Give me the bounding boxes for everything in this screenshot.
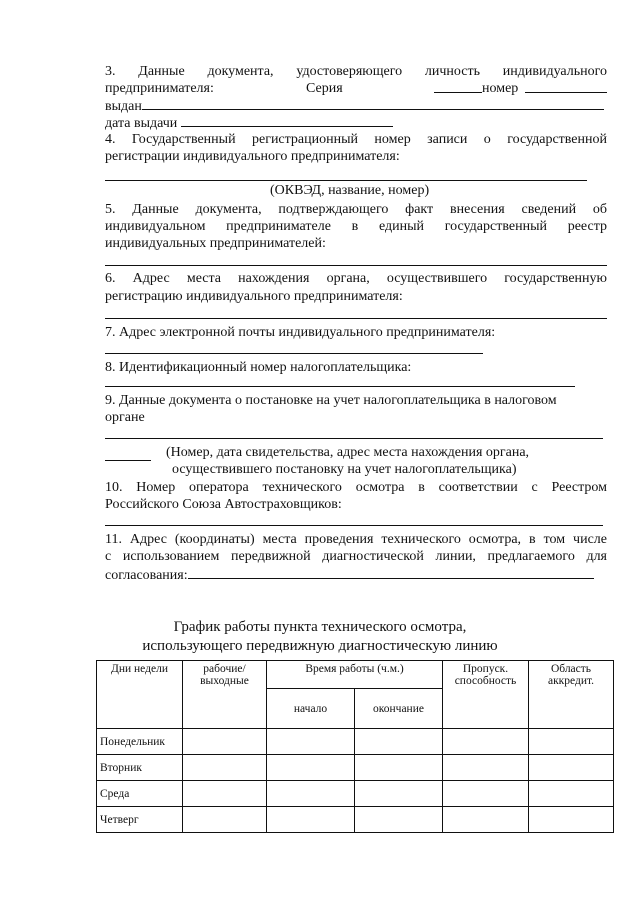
section-4-line-1: 4. Государственный регистрационный номер записи о государственной — [105, 132, 607, 147]
table-cell[interactable] — [183, 755, 267, 781]
section-3-line-2 — [105, 80, 607, 97]
section-6-line-2: регистрацию индивидуального предпринимателя: — [105, 289, 403, 304]
issue-date-label: дата выдачи — [105, 116, 178, 131]
header-work-time: Время работы (ч.м.) — [267, 661, 443, 689]
header-days: Дни недели — [97, 661, 183, 729]
tax-document-field-short[interactable] — [105, 460, 151, 461]
day-cell: Среда — [97, 781, 183, 807]
table-cell[interactable] — [529, 755, 614, 781]
header-start: начало — [267, 689, 355, 729]
schedule-title-1: График работы пункта технического осмотра, — [173, 619, 467, 635]
section-5-line-2: индивидуальном предпринимателе в единый государственный реестр — [105, 219, 607, 234]
issue-date-field[interactable] — [181, 116, 393, 131]
table-row — [97, 729, 614, 755]
table-cell[interactable] — [529, 729, 614, 755]
table-cell[interactable] — [443, 755, 529, 781]
schedule-table — [96, 660, 614, 833]
section-11-line-1: 11. Адрес (координаты) места проведения технического осмотра, в том числе — [105, 532, 607, 547]
table-cell[interactable] — [529, 807, 614, 833]
section-8-line-1: 8. Идентификационный номер налогоплательщика: — [105, 360, 412, 375]
table-cell[interactable] — [443, 807, 529, 833]
section-3-line-1: 3. Данные документа, удостоверяющего личность индивидуального — [105, 64, 607, 79]
series-label: Серия — [306, 81, 343, 96]
table-cell[interactable] — [183, 729, 267, 755]
table-cell[interactable] — [355, 807, 443, 833]
table-row — [97, 755, 614, 781]
table-row — [97, 781, 614, 807]
table-cell[interactable] — [267, 807, 355, 833]
section-5-line-3: индивидуальных предпринимателей: — [105, 236, 326, 251]
okved-field[interactable] — [105, 180, 587, 181]
section-10-line-1: 10. Номер оператора технического осмотра в соответствии с Реестром — [105, 480, 607, 495]
table-cell[interactable] — [267, 729, 355, 755]
okved-caption: (ОКВЭД, название, номер) — [270, 183, 430, 198]
section-9-line-1: 9. Данные документа о постановке на учет налогоплательщика в налоговом — [105, 393, 557, 408]
number-field[interactable] — [525, 80, 607, 98]
series-field[interactable] — [434, 80, 482, 98]
header-end: окончание — [355, 689, 443, 729]
table-cell[interactable] — [529, 781, 614, 807]
section-6-field[interactable] — [105, 318, 607, 319]
schedule-title-2: использующего передвижную диагностическую линию — [142, 638, 498, 654]
day-cell: Понедельник — [97, 729, 183, 755]
tax-caption-2: осуществившего постановку на учет налогоплательщика) — [172, 462, 517, 477]
approval-field[interactable] — [188, 568, 594, 583]
approval-label: согласования: — [105, 568, 188, 583]
header-accreditation: Область аккредит. — [529, 661, 614, 729]
number-label: номер — [482, 81, 519, 96]
section-6-line-1: 6. Адрес места нахождения органа, осуществившего государственную — [105, 271, 607, 286]
table-cell[interactable] — [183, 807, 267, 833]
table-cell[interactable] — [267, 781, 355, 807]
tax-caption-1: (Номер, дата свидетельства, адрес места нахождения органа, — [166, 445, 530, 460]
header-workdays: рабочие/ выходные — [183, 661, 267, 729]
issued-label: выдан — [105, 99, 142, 114]
issued-field[interactable] — [142, 99, 604, 114]
section-7-line-1: 7. Адрес электронной почты индивидуального предпринимателя: — [105, 325, 496, 340]
table-cell[interactable] — [355, 755, 443, 781]
section-9-line-2: органе — [105, 410, 145, 425]
tax-document-field[interactable] — [105, 438, 603, 439]
table-cell[interactable] — [183, 781, 267, 807]
inn-field[interactable] — [105, 386, 575, 387]
day-cell: Вторник — [97, 755, 183, 781]
table-cell[interactable] — [267, 755, 355, 781]
section-3-line-4 — [105, 114, 607, 132]
section-4-line-2: регистрации индивидуального предпринимателя: — [105, 149, 400, 164]
table-cell[interactable] — [355, 729, 443, 755]
table-cell[interactable] — [443, 729, 529, 755]
operator-number-field[interactable] — [105, 525, 603, 526]
table-cell[interactable] — [443, 781, 529, 807]
table-row — [97, 807, 614, 833]
section-3-line-3 — [105, 97, 607, 115]
section-10-line-2: Российского Союза Автостраховщиков: — [105, 497, 342, 512]
section-3-entrepreneur-label: предпринимателя: — [105, 81, 214, 96]
section-5-line-1: 5. Данные документа, подтверждающего факт внесения сведений об — [105, 202, 607, 217]
table-cell[interactable] — [355, 781, 443, 807]
section-11-line-2: с использованием передвижной диагностической линии, предлагаемого для — [105, 549, 607, 564]
section-5-field[interactable] — [105, 265, 607, 266]
section-11-line-3 — [105, 566, 607, 584]
day-cell: Четверг — [97, 807, 183, 833]
email-field[interactable] — [105, 353, 483, 354]
header-capacity: Пропуск. способность — [443, 661, 529, 729]
